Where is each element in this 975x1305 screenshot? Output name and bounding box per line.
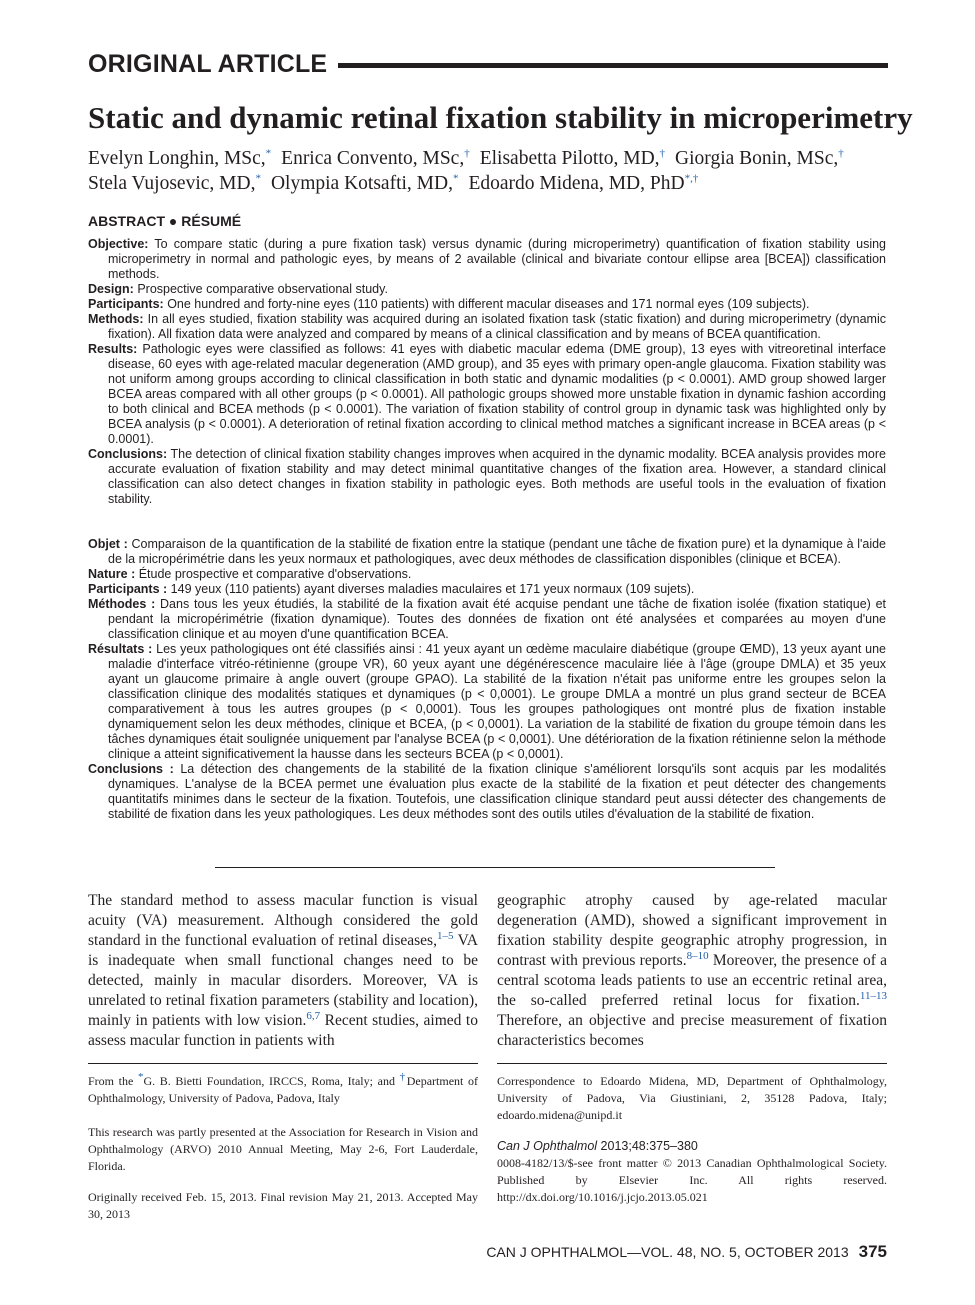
- author-line-1: [88, 146, 898, 171]
- text-run: From the: [88, 1074, 138, 1088]
- author-name: [675, 148, 844, 169]
- affiliation-mark: *: [452, 172, 459, 185]
- abstract-item: [88, 237, 886, 282]
- abstract-item: [88, 762, 886, 822]
- footnote-correspondence: Correspondence to Edoardo Midena, MD, Department of Ophthalmology, University of Padova, Via Giustiniani, 2, 35128 Padova, Italy; edoardo.midena@unipd.it: [497, 1074, 887, 1122]
- abstract-item: [88, 597, 886, 642]
- text-run: Recent studies, aimed to assess macular function in patients with: [88, 1012, 478, 1049]
- article-title: Static and dynamic retinal fixation stability in microperimetry: [88, 100, 913, 135]
- text-run: Therefore, an objective and precise measurement of fixation characteristics becomes: [497, 1012, 887, 1049]
- header-rule: [338, 63, 888, 68]
- author-list: [88, 146, 898, 196]
- author-name: [468, 173, 698, 194]
- abstract-item-label: Design:: [88, 282, 134, 296]
- abstract-item: [88, 567, 886, 582]
- body-column-right: [497, 891, 887, 1051]
- abstract-french: [88, 537, 886, 822]
- abstract-item-text: 149 yeux (110 patients) ayant diverses maladies maculaires et 171 yeux normaux (109 sujets).: [170, 582, 695, 596]
- abstract-item-label: Methods:: [88, 312, 144, 326]
- abstract-item-label: Participants:: [88, 297, 164, 311]
- footnote-received: Originally received Feb. 15, 2013. Final revision May 21, 2013. Accepted May 30, 2013: [88, 1190, 478, 1221]
- abstract-item-label: Méthodes :: [88, 597, 156, 611]
- abstract-item-text: Prospective comparative observational study.: [137, 282, 388, 296]
- abstract-heading-en: ABSTRACT: [88, 213, 165, 229]
- text-run: geographic atrophy caused by age-related macular degeneration (AMD), showed a significant improvement in fixation stability despite geographic atrophy progression, in contrast with previous reports.: [497, 892, 887, 969]
- author-name: [480, 148, 665, 169]
- abstract-item-text: Les yeux pathologiques ont été classifiés ainsi : 41 yeux ayant un œdème maculaire diabétique (groupe ŒMD), 13 yeux ayant une maladie d'interface vitréo-rétinienne (groupe VR), 60 yeux ayant une dégénérescence maculaire liée à l'âge (groupe DMLA) et 35 yeux ayant un glaucome primaire à angle ouvert (groupe GPAO). La stabilité de la fixation n'était pas uniforme entre les groupes selon la classification clinique des modalités statiques et dynamiques (p < 0,0001). Le groupe DMLA a montré un plus grand secteur de BCEA comparativement à tous les autres groupes (p < 0,0001). Tous les groupes pathologiques ont montré plus de fixation instable dynamiquement selon les deux méthodes, clinique et BCEA, (p < 0,0001). La variation de la stabilité de fixation du groupe témoin dans les tâches dynamiques était soulignée uniquement par l'analyse BCEA (p < 0,0001). Une détérioration de la fixation rétinienne selon la méthode clinique a atteint significativement la hausse dans les secteurs BCEA (p < 0,0001).: [108, 642, 887, 761]
- abstract-item-label: Participants :: [88, 582, 168, 596]
- page-number: 375: [858, 1242, 887, 1261]
- affiliation-mark: *,†: [684, 172, 699, 185]
- abstract-item: [88, 297, 886, 312]
- abstract-item: [88, 537, 886, 567]
- author-name: [88, 148, 271, 169]
- abstract-item-text: Étude prospective et comparative d'observations.: [138, 567, 412, 581]
- author-name: [88, 173, 261, 194]
- section-label: ORIGINAL ARTICLE: [88, 50, 328, 78]
- text-run: Department of Ophthalmology, University of Padova, Padova, Italy: [88, 1074, 478, 1105]
- running-footer: [486, 1242, 887, 1262]
- abstract-item: [88, 447, 886, 507]
- citation-ref: 11–13: [859, 989, 887, 1002]
- footnote-presented: This research was partly presented at the Association for Research in Vision and Ophthalmology (ARVO) 2010 Annual Meeting, May 2-6, Fort Lauderdale, Florida.: [88, 1125, 478, 1173]
- abstract-heading-fr: RÉSUMÉ: [181, 213, 242, 229]
- author-text: Giorgia Bonin, MSc,: [675, 148, 839, 169]
- article-header: [88, 50, 888, 80]
- citation-ref: *: [137, 1071, 144, 1083]
- abstract-item: [88, 342, 886, 447]
- affiliation-mark: †: [464, 147, 470, 160]
- abstract-item-label: Conclusions:: [88, 447, 168, 461]
- journal-name: Can J Ophthalmol: [497, 1139, 598, 1153]
- affiliation-mark: †: [838, 147, 844, 160]
- text-run: VA is inadequate when small functional changes need to be detected, mainly in macular disorders. Moreover, VA is unrelated to retinal fixation parameters (stability and location), mainly in patients with low vision.: [88, 932, 478, 1029]
- abstract-english: [88, 237, 886, 507]
- abstract-heading: [88, 213, 241, 229]
- abstract-item-label: Objective:: [88, 237, 149, 251]
- citation-ref: 1–5: [436, 929, 454, 942]
- bullet-icon: ●: [168, 213, 178, 229]
- footnote-rule-right: [497, 1063, 887, 1064]
- footnote-rule-left: [88, 1063, 478, 1064]
- abstract-item-text: One hundred and forty-nine eyes (110 patients) with different macular diseases and 171 normal eyes (109 subjects).: [167, 297, 810, 311]
- author-text: Edoardo Midena, MD, PhD: [468, 173, 685, 194]
- affiliation-mark: †: [659, 147, 666, 160]
- footnote-journal: [497, 1138, 887, 1155]
- abstract-item-text: La détection des changements de la stabilité de la fixation clinique s'améliorent lorsqu'ils sont acquis par les modalités dynamiques. L'analyse de la BCEA permet une évaluation plus exacte de la stabilité de la fixation et peut détecter des changements quantitatifs minimes dans le secteur de la fixation. Toutefois, une classification clinique standard peut aussi détecter des changements de stabilité de fixation dans les yeux pathologiques. Les deux méthodes sont des outils utiles d'évaluation de la stabilité de fixation.: [108, 762, 886, 821]
- author-text: Enrica Convento, MSc,: [281, 148, 465, 169]
- author-text: Evelyn Longhin, MSc,: [88, 148, 266, 169]
- citation-ref: 6,7: [306, 1009, 321, 1022]
- author-line-2: [88, 171, 898, 196]
- abstract-item-text: Comparaison de la quantification de la stabilité de fixation entre la statique (pendant une tâche de fixation pure) et la dynamique à l'aide de la micropérimétrie dans les yeux normaux et pathologiques, avec deux méthodes de classification disponibles (clinique et BCEA).: [108, 537, 887, 566]
- text-run: G. B. Bietti Foundation, IRCCS, Roma, Italy; and: [143, 1074, 400, 1088]
- author-name: [271, 173, 458, 194]
- author-text: Olympia Kotsafti, MD,: [270, 173, 453, 194]
- abstract-item-label: Résultats :: [88, 642, 153, 656]
- abstract-item: [88, 282, 886, 297]
- affiliation-mark: *: [255, 172, 261, 185]
- abstract-item-text: In all eyes studied, fixation stability was acquired during an isolated fixation task (static fixation) and during microperimetry (dynamic fixation). All fixation data were analyzed and compared by means of a clinical classification and by means of BCEA quantification.: [108, 312, 886, 341]
- author-text: Elisabetta Pilotto, MD,: [479, 148, 660, 169]
- journal-citation: 2013;48:375–380: [597, 1139, 698, 1153]
- abstract-item-text: Dans tous les yeux étudiés, la stabilité de la fixation avait été acquise pendant une tâche de fixation isolée (fixation statique) et pendant la micropérimétrie (fixation dynamique). Toutes des données de fixation ont été analysées et comparées au moyen d'une classification clinique et au moyen d'une quantification BCEA.: [108, 597, 886, 641]
- abstract-item: [88, 642, 886, 762]
- abstract-item: [88, 582, 886, 597]
- author-text: Stela Vujosevic, MD,: [88, 173, 256, 194]
- text-run: Moreover, the presence of a central scotoma leads patients to use an eccentric retinal area, the so-called preferred retinal locus for fixation.: [497, 952, 888, 1009]
- abstract-item-label: Objet :: [88, 537, 128, 551]
- footnote-issn-copyright: 0008-4182/13/$-see front matter © 2013 Canadian Ophthalmological Society. Published by Elsevier Inc. All rights reserved. http://dx.doi.org/10.1016/j.jcjo.2013.05.021: [497, 1156, 887, 1204]
- footnote-affiliation: [88, 1073, 478, 1107]
- citation-ref: †: [399, 1071, 407, 1083]
- abstract-item-text: Pathologic eyes were classified as follows: 41 eyes with diabetic macular edema (DME group), 13 eyes with vitreoretinal interface disease, 60 eyes with age-related macular degeneration (AMD group), and 35 eyes with primary open-angle glaucoma. Fixation stability was not uniform among groups according to clinical classification in both static and dynamic modalities (p < 0.0001). AMD group showed larger BCEA areas compared with all other groups (p < 0.0001). All pathologic groups showed more unstable fixation in dynamic fashion according to both clinical and BCEA methods (p < 0.0001). The variation of fixation stability of control group in dynamic task was highlighted only by BCEA analysis (p < 0.0001). A deterioration of retinal fixation according to clinical method matches a significant increase in BCEA areas (p < 0.0001).: [108, 342, 886, 446]
- abstract-item-label: Results:: [88, 342, 138, 356]
- affiliation-mark: *: [265, 147, 272, 160]
- abstract-item-text: The detection of clinical fixation stability changes improves when acquired in the dynamic modality. BCEA analysis provides more accurate evaluation of fixation stability and may detect minimal quantitative changes of the fixation area. However, a standard clinical classification can also detect changes in fixation stability in pathologic eyes. Both methods are useful tools in the evaluation of fixation stability.: [108, 447, 886, 506]
- abstract-item-label: Nature :: [88, 567, 136, 581]
- running-footer-citation: CAN J OPHTHALMOL—VOL. 48, NO. 5, OCTOBER 2013: [486, 1244, 849, 1260]
- abstract-item-text: To compare static (during a pure fixation task) versus dynamic (during microperimetry) quantification of fixation stability using microperimetry in normal and pathologic eyes, by means of 2 available (clinical and bivariate contour ellipse area [BCEA]) classification methods.: [108, 237, 886, 281]
- abstract-item: [88, 312, 886, 342]
- abstract-divider: [215, 867, 775, 868]
- abstract-item-label: Conclusions :: [88, 762, 174, 776]
- citation-ref: 8–10: [686, 949, 709, 962]
- text-run: The standard method to assess macular function is visual acuity (VA) measurement. Although considered the gold standard in the functional evaluation of retinal diseases,: [88, 892, 478, 949]
- author-name: [281, 148, 470, 169]
- body-column-left: [88, 891, 478, 1051]
